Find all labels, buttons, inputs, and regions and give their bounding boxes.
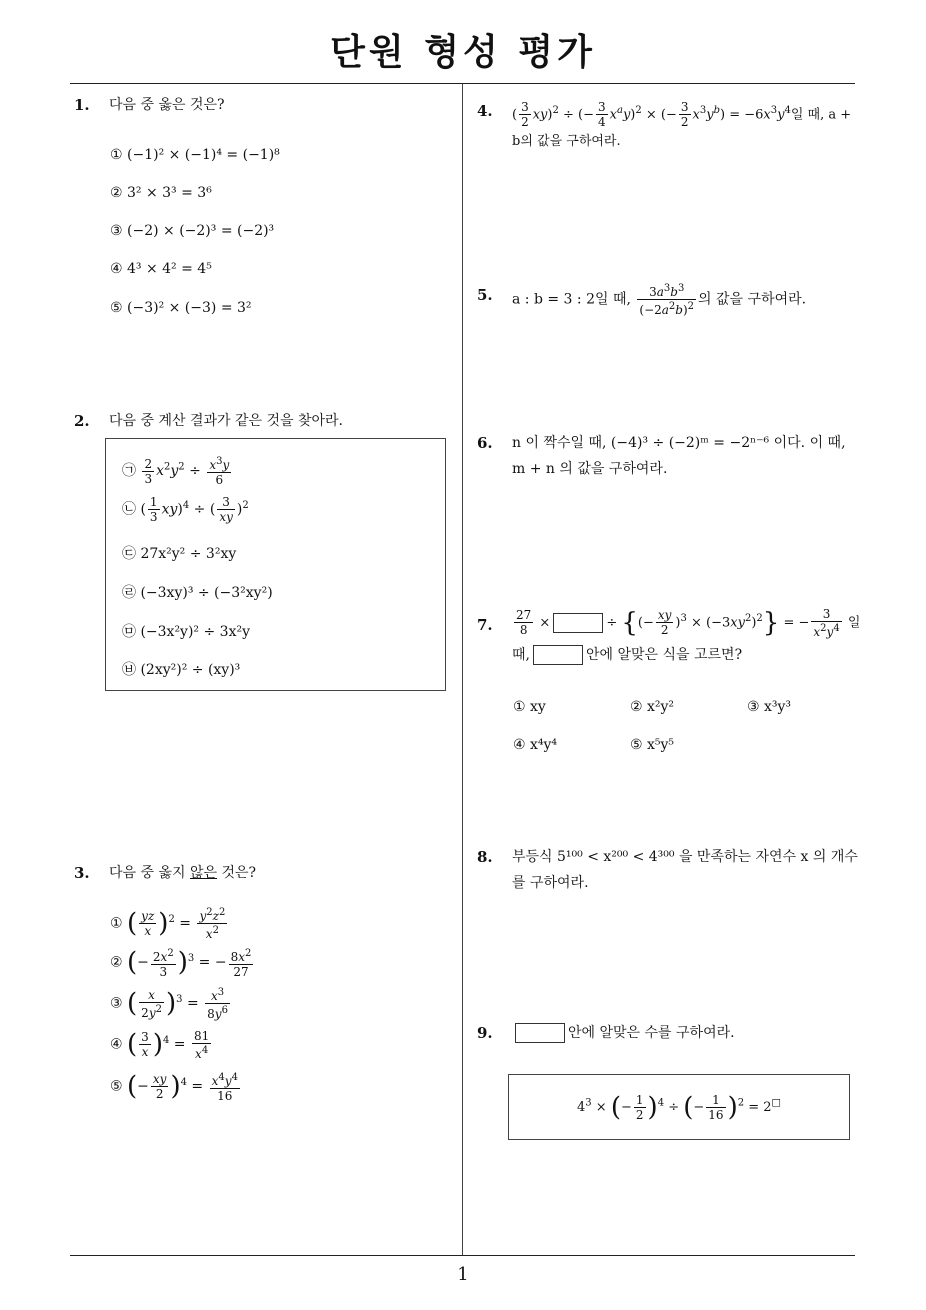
option-3: ③ x³y³ [747,699,792,715]
question-text: $\frac{27}{8}$ × ÷ {(− $\frac{xy}{2}$ )$^3 \times (-3xy^2)^2$} = − $\frac{3}{x^2y^4}$ 일 [516,606,861,639]
question-number: 5. [477,286,493,304]
option-4: ④ ( $\frac{3}{x}$ )$^4$ = $\frac{81}{x^4}$ [110,1028,210,1061]
question-text: 다음 중 옳은 것은? [109,97,225,113]
option-3: ③ (−2) × (−2)³ = (−2)³ [110,223,275,239]
expression-box [508,1074,850,1140]
footer-rule [70,1255,855,1256]
question-text: 안에 알맞은 수를 구하여라. [512,1020,735,1046]
expression-f: ㉥ (2xy²)² ÷ (xy)³ [122,662,241,678]
option-2: ② (− $\frac{2x^2}{3}$ )$^3$ = − $\frac{8x^2}{27}$ [110,947,252,979]
question-text: 부등식 5¹⁰⁰ < x²⁰⁰ < 4³⁰⁰ 을 만족하는 자연수 x 의 개수를 구하여라. [512,849,858,891]
expression-c: ㉢ 27x²y² ÷ 3²xy [122,546,237,562]
expression-d: ㉣ (−3xy)³ ÷ (−3²xy²) [122,585,273,601]
question-text: 다음 중 계산 결과가 같은 것을 찾아라. [109,413,344,429]
expression-box [105,438,446,691]
question-number: 7. [477,616,493,634]
question-number: 4. [477,102,493,120]
option-5: ⑤ (−3)² × (−3) = 3² [110,300,252,316]
page-title: 단원 형성 평가 [330,32,596,73]
question-number: 6. [477,434,493,452]
question-number: 8. [477,848,493,866]
question-text: 다음 중 옳지 않은 것은? [109,865,257,881]
expression-e: ㉤ (−3x²y)² ÷ 3x²y [122,624,250,640]
option-3: ③ ( $\frac{x}{2y^2}$ )$^3$ = $\frac{x^3}{8y^6}$ [110,987,228,1021]
option-1: ① ( $\frac{yz}{x}$ )$^2$ = $\frac{y^2z^2}{x^2}$ [110,907,226,941]
option-5: ⑤ x⁵y⁵ [630,737,675,753]
page-number: 1 [457,1264,469,1285]
question-text: a : b = 3 : 2일 때, $\frac{3a^3b^3}{(-2a^2b)^2}$ 의 값을 구하여라. [512,283,807,317]
answer-blank [553,613,603,633]
option-2: ② x²y² [630,699,675,715]
question-number: 3. [74,864,90,882]
answer-blank [515,1023,565,1043]
question-text: n 이 짝수일 때, (−4)³ ÷ (−2)ᵐ = −2ⁿ⁻⁶ 이다. 이 때, m + n 의 값을 구하여라. [512,435,846,477]
expression-b: ㉡ ( $\frac{1}{3}$ xy)$^4$ ÷ ( $\frac{3}{xy}$ )$^2$ [122,495,249,524]
question-text: ( $\frac{3}{2}$ xy)$^2$ ÷ (− $\frac{3}{4}$ $x^ay)^2$ × (− $\frac{3}{2}$ $x^3y^b) = -6x^3y^4$일 때, a + b의 값을 구하여라. [512,100,852,150]
answer-blank [533,645,583,665]
question-number: 2. [74,412,90,430]
option-1: ① (−1)² × (−1)⁴ = (−1)⁸ [110,147,280,163]
option-1: ① xy [513,699,546,715]
expression-a: ㉠ $\frac{2}{3}$ $x^2y^2$ ÷ $\frac{x^3y}{6}$ [122,456,230,487]
option-4: ④ x⁴y⁴ [513,737,558,753]
expression: $4^3$ × (− $\frac{1}{2}$ )$^4$ ÷ (− $\frac{1}{16}$ )$^2$ = 2□ [577,1092,781,1123]
option-5: ⑤ (− $\frac{xy}{2}$ )$^4$ = $\frac{x^4y^4}{16}$ [110,1071,238,1103]
option-4: ④ 4³ × 4² = 4⁵ [110,261,212,277]
option-2: ② 3² × 3³ = 3⁶ [110,185,212,201]
question-number: 9. [477,1024,493,1042]
question-number: 1. [74,96,90,114]
question-text-2: 때, 안에 알맞은 식을 고르면? [512,647,743,663]
column-divider [462,84,463,1256]
